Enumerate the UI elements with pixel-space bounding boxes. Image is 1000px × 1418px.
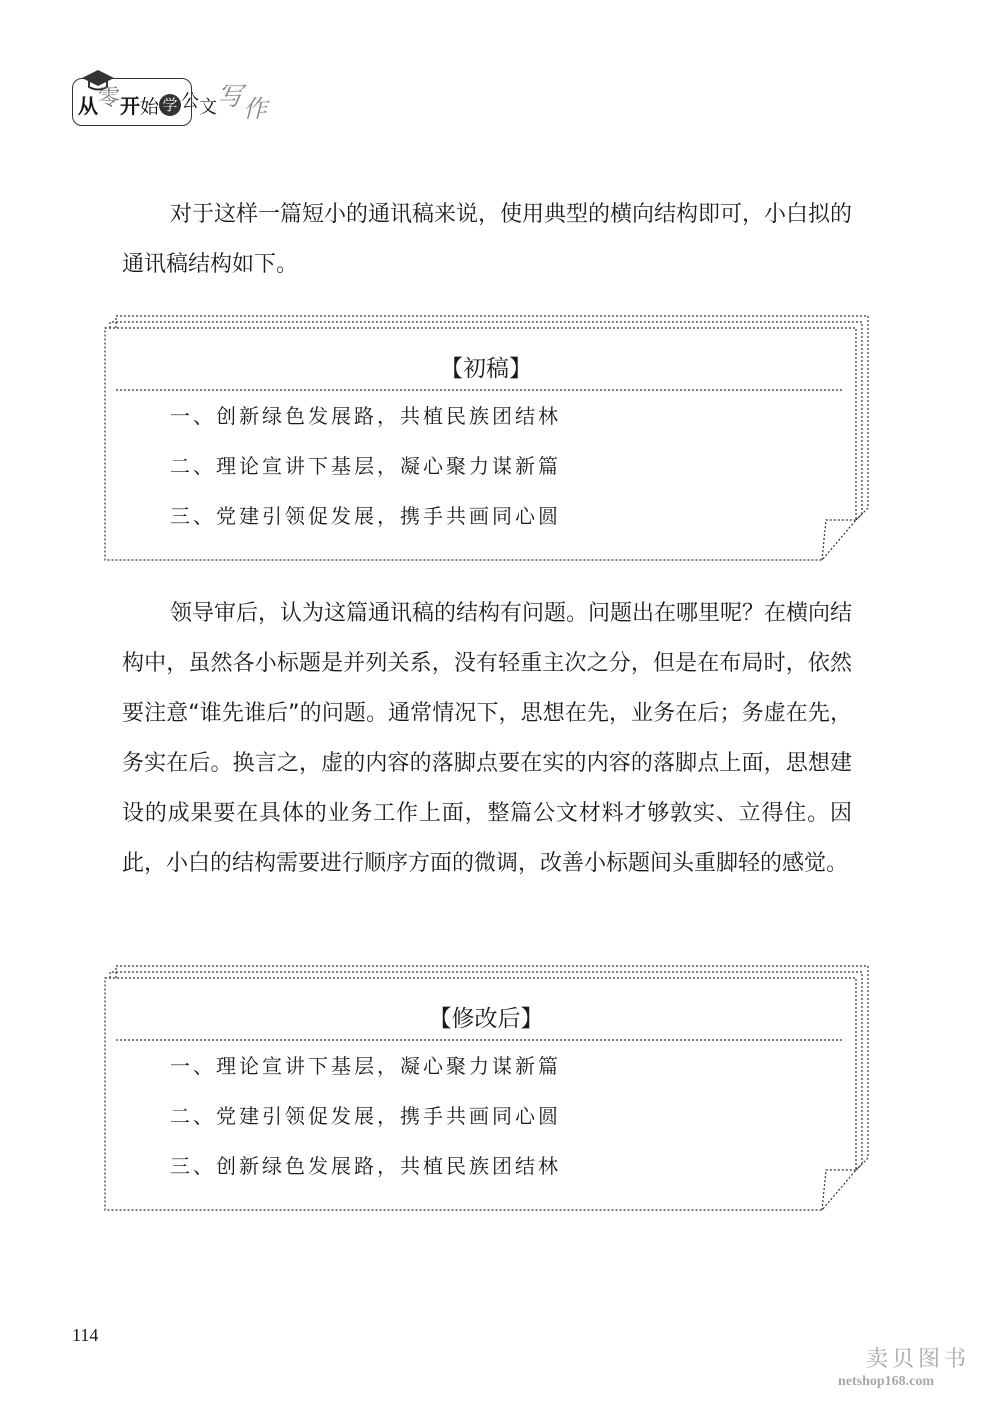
logo-text: 从零开始 学 公文写作 <box>78 82 268 123</box>
revised-card <box>104 964 870 1216</box>
revised-item-2: 二、党建引领促发展，携手共画同心圆 <box>170 1104 561 1128</box>
draft-card <box>104 314 870 566</box>
draft-item-1: 一、创新绿色发展路，共植民族团结林 <box>170 404 561 428</box>
draft-card-title: 【初稿】 <box>440 356 532 382</box>
watermark-url: netshop168.com <box>838 1374 935 1389</box>
page-number: 114 <box>72 1325 99 1345</box>
intro-paragraph: 对于这样一篇短小的通讯稿来说，使用典型的横向结构即可，小白拟的通讯稿结构如下。 <box>122 202 853 277</box>
revised-item-3: 三、创新绿色发展路，共植民族团结林 <box>170 1154 561 1178</box>
revised-item-1: 一、理论宣讲下基层，凝心聚力谋新篇 <box>170 1054 561 1078</box>
analysis-paragraph: 领导审后，认为这篇通讯稿的结构有问题。问题出在哪里呢？在横向结构中，虽然各小标题是并列关系，没有轻重主次之分，但是在布局时，依然要注意“谁先谁后”的问题。通常情况下，思想在先，业务在后；务虚在先，务实在后。换言之，虚的内容的落脚点要在实的内容的落脚点上面，思想建设的成果要在具体的业务工作上面，整篇公文材料才够敦实、立得住。因此，小白的结构需要进行顺序方面的微调，改善小标题间头重脚轻的感觉。 <box>122 601 853 876</box>
revised-card-title: 【修改后】 <box>428 1006 544 1032</box>
watermark-text: 卖贝图书 <box>866 1347 971 1372</box>
draft-item-2: 二、理论宣讲下基层，凝心聚力谋新篇 <box>170 454 561 478</box>
header-logo <box>72 70 292 130</box>
draft-item-3: 三、党建引领促发展，携手共画同心圆 <box>170 504 561 528</box>
